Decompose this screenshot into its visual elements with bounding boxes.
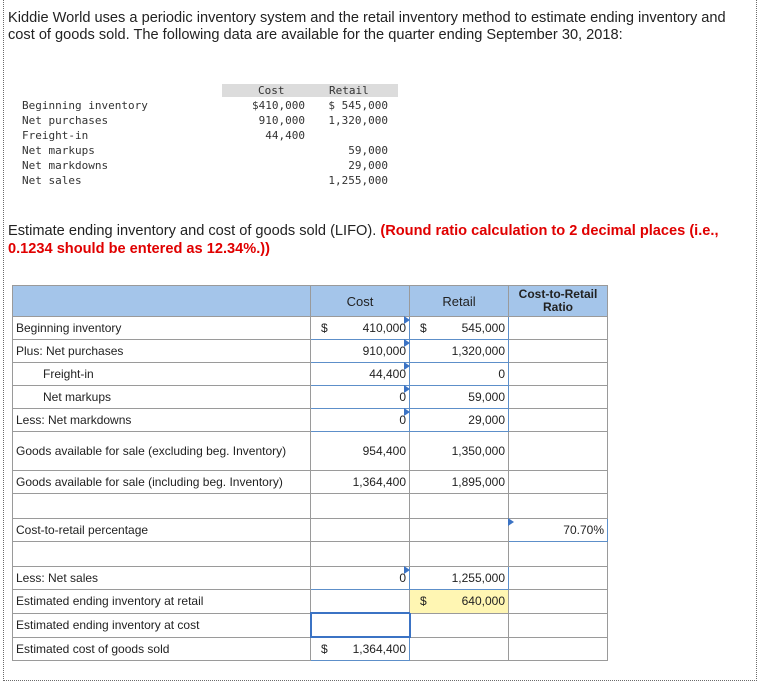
empty-cell bbox=[410, 542, 509, 567]
row-label: Goods available for sale (excluding beg. Inventory) bbox=[13, 432, 311, 471]
instructions-main: Estimate ending inventory and cost of goods sold (LIFO). bbox=[8, 223, 377, 239]
table-row bbox=[13, 494, 608, 519]
rounding-note: (Round ratio calculation to 2 decimal places (i.e., 0.1234 should be entered as 12.34%.)) bbox=[8, 223, 719, 257]
empty-cell bbox=[13, 542, 311, 567]
table-row bbox=[13, 409, 608, 432]
beg-cost-input[interactable]: $ 410,000 bbox=[311, 317, 410, 340]
beg-retail-input[interactable]: $ 545,000 bbox=[410, 317, 509, 340]
row-label: Net markups bbox=[13, 386, 311, 409]
empty-cell bbox=[509, 613, 608, 637]
purch-retail-input[interactable]: 1,320,000 bbox=[410, 340, 509, 363]
sales-cost-input[interactable]: 0 bbox=[311, 567, 410, 590]
empty-cell bbox=[509, 363, 608, 386]
row-label: Cost-to-retail percentage bbox=[13, 519, 311, 542]
empty-cell bbox=[410, 494, 509, 519]
table-row bbox=[13, 567, 608, 590]
empty-cell bbox=[509, 471, 608, 494]
table-row bbox=[13, 386, 608, 409]
end-retail-value: $ 640,000 bbox=[410, 590, 509, 614]
gafs-in-retail: 1,895,000 bbox=[410, 471, 509, 494]
header-blank bbox=[13, 286, 311, 317]
table-row bbox=[13, 340, 608, 363]
end-cost-input[interactable] bbox=[311, 613, 410, 637]
table-row bbox=[13, 613, 608, 637]
empty-cell bbox=[509, 567, 608, 590]
table-row bbox=[13, 519, 608, 542]
table-header-row bbox=[13, 286, 608, 317]
row-label: Estimated cost of goods sold bbox=[13, 637, 311, 661]
markups-cost-input[interactable]: 0 bbox=[311, 386, 410, 409]
instructions bbox=[8, 222, 748, 258]
empty-cell bbox=[410, 613, 509, 637]
row-label: Less: Net markdowns bbox=[13, 409, 311, 432]
table-row bbox=[13, 317, 608, 340]
given-header-cost: Cost bbox=[258, 84, 285, 97]
gafs-ex-cost: 954,400 bbox=[311, 432, 410, 471]
empty-cell bbox=[13, 494, 311, 519]
row-label: Estimated ending inventory at cost bbox=[13, 613, 311, 637]
table-row bbox=[13, 471, 608, 494]
empty-cell bbox=[311, 519, 410, 542]
row-label: Less: Net sales bbox=[13, 567, 311, 590]
gafs-in-cost: 1,364,400 bbox=[311, 471, 410, 494]
row-label: Goods available for sale (including beg. Inventory) bbox=[13, 471, 311, 494]
markups-retail-input[interactable]: 59,000 bbox=[410, 386, 509, 409]
given-header-retail: Retail bbox=[329, 84, 369, 97]
table-row bbox=[13, 363, 608, 386]
row-label: Freight-in bbox=[13, 363, 311, 386]
table-row bbox=[13, 637, 608, 661]
table-row bbox=[13, 590, 608, 614]
empty-cell bbox=[509, 542, 608, 567]
header-ratio: Cost-to-Retail Ratio bbox=[509, 286, 608, 317]
table-row bbox=[13, 542, 608, 567]
empty-cell bbox=[311, 590, 410, 614]
markdowns-retail-input[interactable]: 29,000 bbox=[410, 409, 509, 432]
empty-cell bbox=[509, 409, 608, 432]
empty-cell bbox=[311, 494, 410, 519]
empty-cell bbox=[509, 590, 608, 614]
freight-cost-input[interactable]: 44,400 bbox=[311, 363, 410, 386]
cogs-cost-input[interactable]: $ 1,364,400 bbox=[311, 637, 410, 661]
header-retail: Retail bbox=[410, 286, 509, 317]
freight-retail-input[interactable]: 0 bbox=[410, 363, 509, 386]
empty-cell bbox=[410, 637, 509, 661]
empty-cell bbox=[509, 637, 608, 661]
problem-intro: Kiddie World uses a periodic inventory system and the retail inventory method to estimate ending inventory and cost of goods sold. The following data are available for the quarter ending September 30, 2018: bbox=[8, 10, 726, 43]
empty-cell bbox=[509, 317, 608, 340]
empty-cell bbox=[509, 340, 608, 363]
row-label: Plus: Net purchases bbox=[13, 340, 311, 363]
empty-cell bbox=[509, 494, 608, 519]
sales-retail-input[interactable]: 1,255,000 bbox=[410, 567, 509, 590]
empty-cell bbox=[410, 519, 509, 542]
empty-cell bbox=[509, 432, 608, 471]
header-cost: Cost bbox=[311, 286, 410, 317]
table-row bbox=[13, 432, 608, 471]
ratio-input[interactable]: 70.70% bbox=[509, 519, 608, 542]
row-label: Beginning inventory bbox=[13, 317, 311, 340]
empty-cell bbox=[311, 542, 410, 567]
purch-cost-input[interactable]: 910,000 bbox=[311, 340, 410, 363]
retail-method-table bbox=[12, 285, 608, 661]
given-data-header bbox=[222, 84, 398, 97]
gafs-ex-retail: 1,350,000 bbox=[410, 432, 509, 471]
empty-cell bbox=[509, 386, 608, 409]
row-label: Estimated ending inventory at retail bbox=[13, 590, 311, 614]
markdowns-cost-input[interactable]: 0 bbox=[311, 409, 410, 432]
